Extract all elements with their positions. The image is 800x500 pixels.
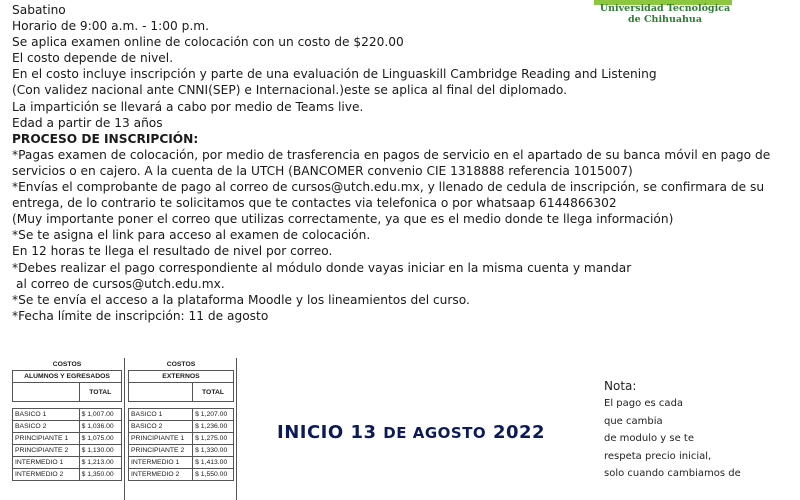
table-header-blank: [13, 383, 80, 402]
level-cell: PRINCIPIANTE 2: [13, 445, 80, 457]
table-row: [13, 457, 122, 469]
price-cell: $ 1,130.00: [79, 445, 121, 457]
process-line: (Muy importante poner el correo que utilizas correctamente, ya que es el medio donde te llega información): [12, 212, 674, 227]
table-row: [129, 469, 234, 481]
price-table-externos: [128, 358, 234, 481]
start-month: DE AGOSTO: [383, 424, 487, 442]
table-header-total: TOTAL: [79, 383, 121, 402]
table-title: COSTOS: [166, 360, 196, 368]
table-row: [13, 445, 122, 457]
table-row: [129, 433, 234, 445]
process-line: al correo de cursos@utch.edu.mx.: [16, 276, 225, 291]
table-row: [13, 421, 122, 433]
process-line: entrega, de lo contrario te solicitamos que te contactes via telefonica o por whatsaap 6144866302: [12, 196, 617, 211]
info-line: Horario de 9:00 a.m. - 1:00 p.m.: [12, 19, 210, 34]
info-line: Sabatino: [12, 3, 66, 17]
process-line: servicios o en cajero. A la cuenta de la UTCH (BANCOMER convenio CIE 1318888 referencia 1015007): [12, 163, 633, 178]
price-cell: $ 1,075.00: [79, 433, 121, 445]
level-cell: PRINCIPIANTE 2: [129, 445, 193, 457]
start-date-banner: [277, 422, 545, 443]
logo-line-1: Universidad Tecnológica: [599, 3, 731, 14]
process-line: *Pagas examen de colocación, por medio de trasferencia en pagos de servicio en el apartado de su banca móvil en pago de: [12, 147, 771, 162]
process-line: *Fecha límite de inscripción: 11 de agosto: [12, 308, 269, 323]
table-header-blank: [129, 383, 193, 402]
price-cell: $ 1,236.00: [193, 421, 234, 433]
note-line: solo cuando cambiamos de: [604, 468, 741, 479]
process-line: *Envías el comprobante de pago al correo de cursos@utch.edu.mx, y llenado de cedula de inscripción, se confirmara de su: [12, 180, 765, 195]
level-cell: BASICO 1: [129, 409, 193, 421]
table-divider-line: [124, 358, 125, 500]
price-cell: $ 1,007.00: [79, 409, 121, 421]
table-title: COSTOS: [52, 360, 82, 368]
price-cell: $ 1,275.00: [193, 433, 234, 445]
note-line: El pago es cada: [604, 398, 684, 409]
level-cell: BASICO 1: [13, 409, 80, 421]
price-cell: $ 1,550.00: [193, 469, 234, 481]
note-title: Nota:: [604, 379, 637, 393]
table-row: [13, 409, 122, 421]
table-spacer: [129, 402, 234, 409]
process-line: *Se te asigna el link para acceso al examen de colocación.: [12, 228, 371, 243]
level-cell: INTERMEDIO 2: [13, 469, 80, 481]
level-cell: PRINCIPIANTE 1: [129, 433, 193, 445]
level-cell: INTERMEDIO 1: [13, 457, 80, 469]
table-divider-line: [236, 358, 237, 500]
level-cell: INTERMEDIO 1: [129, 457, 193, 469]
price-cell: $ 1,413.00: [193, 457, 234, 469]
process-line: En 12 horas te llega el resultado de nivel por correo.: [12, 244, 333, 259]
process-heading: PROCESO DE INSCRIPCIÓN:: [12, 131, 199, 146]
note-box: [604, 377, 794, 483]
table-group-label: ALUMNOS Y EGRESADOS: [13, 371, 122, 383]
table-spacer: [13, 402, 122, 409]
note-line: que cambia: [604, 415, 663, 427]
note-line: de modulo y se te: [604, 433, 695, 444]
info-line: Se aplica examen online de colocación con un costo de $220.00: [12, 35, 404, 50]
table-row: [129, 421, 234, 433]
table-row: [129, 457, 234, 469]
info-line: En el costo incluye inscripción y parte de una evaluación de Linguaskill Cambridge Reading and Listening: [12, 67, 657, 82]
info-line: (Con validez nacional ante CNNI(SEP) e Internacional.)este se aplica al final del diplomado.: [12, 83, 568, 98]
price-cell: $ 1,207.00: [193, 409, 234, 421]
table-header-total: TOTAL: [193, 383, 234, 402]
table-row: [13, 433, 122, 445]
price-cell: $ 1,036.00: [79, 421, 121, 433]
price-cell: $ 1,213.00: [79, 457, 121, 469]
level-cell: BASICO 2: [13, 421, 80, 433]
start-word: INICIO: [277, 422, 344, 443]
level-cell: INTERMEDIO 2: [129, 469, 193, 481]
level-cell: BASICO 2: [129, 421, 193, 433]
start-year: 2022: [492, 422, 546, 443]
table-row: [129, 409, 234, 421]
price-cell: $ 1,350.00: [79, 469, 121, 481]
table-row: [13, 469, 122, 481]
price-cell: $ 1,330.00: [193, 445, 234, 457]
note-line: respeta precio inicial,: [604, 450, 712, 462]
start-day: 13: [350, 422, 377, 443]
price-table-alumnos: [12, 358, 122, 481]
table-row: [129, 445, 234, 457]
info-line: La impartición se llevará a cabo por medio de Teams live.: [12, 99, 364, 114]
info-line: El costo depende de nivel.: [12, 51, 174, 66]
table-group-label: EXTERNOS: [129, 371, 234, 383]
course-info: [12, 2, 797, 324]
process-line: *Se te envía el acceso a la plataforma Moodle y los lineamientos del curso.: [12, 292, 470, 307]
level-cell: PRINCIPIANTE 1: [13, 433, 80, 445]
logo-line-2: de Chihuahua: [627, 14, 702, 25]
process-line: *Debes realizar el pago correspondiente al módulo donde vayas iniciar en la misma cuenta y mandar: [12, 260, 632, 275]
info-line: Edad a partir de 13 años: [12, 115, 163, 130]
